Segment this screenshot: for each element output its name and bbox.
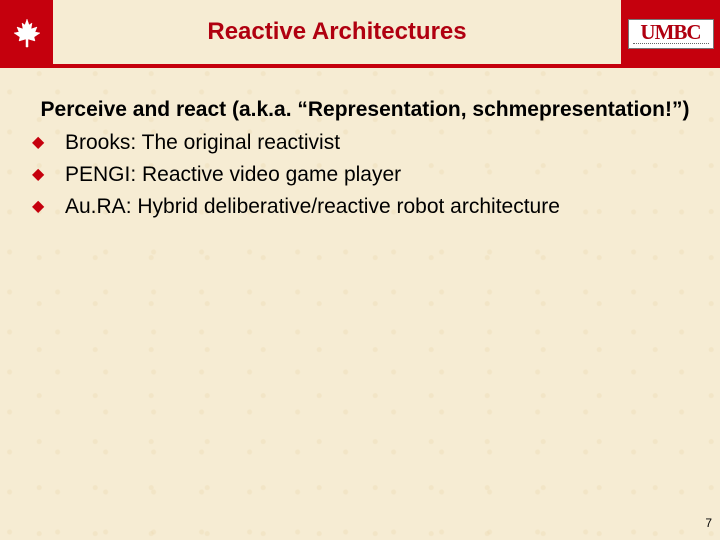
umbc-logo-box xyxy=(628,19,714,49)
maple-leaf-icon xyxy=(0,0,53,68)
bullet-text: Au.RA: Hybrid deliberative/reactive robot architecture xyxy=(65,195,560,218)
umbc-logo-text: UMBC xyxy=(640,20,701,44)
title-box xyxy=(53,0,621,64)
bullet-item xyxy=(0,159,720,191)
bullet-item xyxy=(0,191,720,223)
bullet-list xyxy=(0,127,720,223)
slide-title: Reactive Architectures xyxy=(207,18,467,45)
umbc-logo-subline xyxy=(633,43,709,46)
diamond-bullet-icon: ◆ xyxy=(32,166,45,183)
slide-header xyxy=(0,0,720,68)
umbc-logo xyxy=(621,0,720,68)
slide-content xyxy=(0,96,720,223)
page-number: 7 xyxy=(705,516,712,530)
diamond-bullet-icon: ◆ xyxy=(32,198,45,215)
bullet-text: PENGI: Reactive video game player xyxy=(65,163,402,186)
bullet-item xyxy=(0,127,720,159)
diamond-bullet-icon: ◆ xyxy=(32,134,45,151)
slide-subheading: Perceive and react (a.k.a. “Representation, schmepresentation!”) xyxy=(40,98,690,121)
bullet-text: Brooks: The original reactivist xyxy=(65,131,341,154)
